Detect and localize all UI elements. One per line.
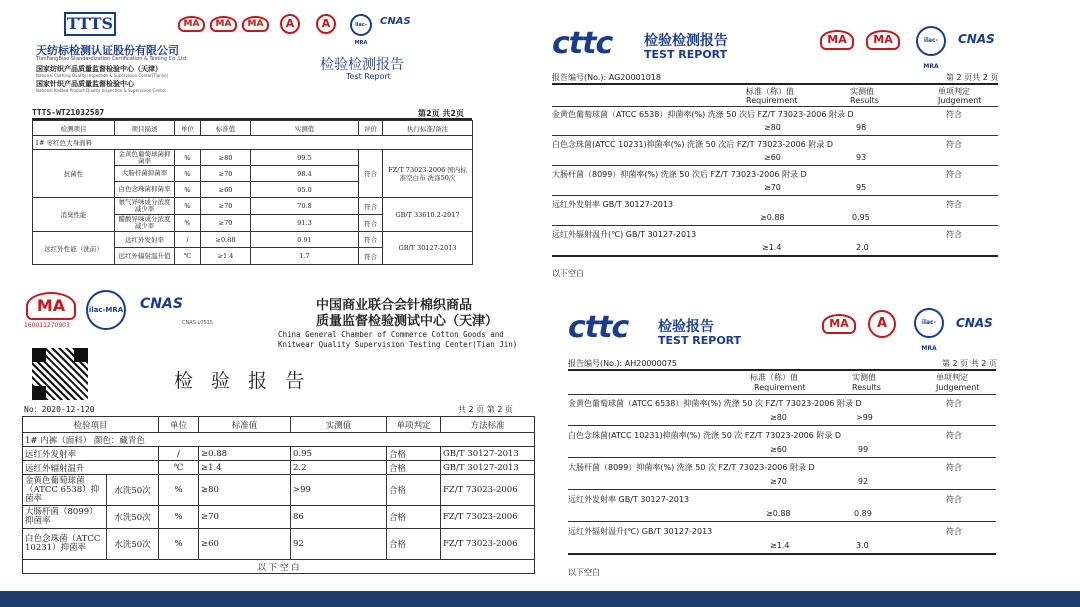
center2-en: National Knitted Product Quality Inspection & Supervision Center xyxy=(36,88,167,93)
row-item: 远红外发射率 xyxy=(23,447,159,461)
report-number: No：2020-12-120 xyxy=(24,405,95,414)
row-judge: 符合 xyxy=(946,463,962,472)
row-note: GB/T 33610.2-2017 xyxy=(383,198,473,232)
row-unit: % xyxy=(175,182,201,198)
header-std: 标准（称）值 xyxy=(746,87,794,96)
th-judge: 单项判定 xyxy=(387,417,441,433)
cttc-logo: cttc xyxy=(568,310,629,345)
row-std: ≥70 xyxy=(764,183,781,192)
divider xyxy=(552,255,998,257)
row-unit: % xyxy=(159,506,199,529)
report-cttc-1 xyxy=(548,22,1026,284)
cttc-logo: cttc xyxy=(552,26,613,61)
row-item: 远红外辐射温升 xyxy=(23,461,159,475)
page-indicator: 第2页 共2页 xyxy=(418,109,464,118)
row-item: 远红外发射率 GB/T 30127-2013 xyxy=(552,200,674,209)
test-table xyxy=(22,416,535,574)
report-title-cn: 检验报告 xyxy=(658,319,714,335)
report-title-cn: 检验检测报告 xyxy=(644,33,728,49)
row-unit: % xyxy=(175,215,201,232)
divider xyxy=(568,369,996,371)
header-judge: 单项判定 xyxy=(936,373,968,382)
row-std: ≥60 xyxy=(201,182,251,198)
row-std: ≥80 xyxy=(199,475,291,506)
row-std: ≥80 xyxy=(764,123,781,132)
qr-code xyxy=(32,348,88,400)
center1-cn: 国家纺织产品质量监督检验中心（天津） xyxy=(36,65,162,73)
section-label: 1# 内裤（面料） 颜色：藏青色 xyxy=(23,433,535,447)
row-method: FZ/T 73023-2006 xyxy=(441,529,535,560)
row-method: FZ/T 73023-2006 xyxy=(441,506,535,529)
cal-a-icon: A xyxy=(280,14,300,34)
row-item: 远红外辐射温升(℃) GB/T 30127-2013 xyxy=(568,527,713,536)
header-result-en: Results xyxy=(852,383,881,392)
row-unit: / xyxy=(159,447,199,461)
row-val: 70.8 xyxy=(251,198,359,215)
row-judge: 符合 xyxy=(946,527,962,536)
header-result-en: Results xyxy=(850,96,879,105)
row-std: ≥1.4 xyxy=(201,248,251,265)
th-std: 标准值 xyxy=(201,121,251,136)
row-std: ≥0.88 xyxy=(199,447,291,461)
row-item: 白色念珠菌（ATCC 10231）抑菌率 xyxy=(23,529,107,560)
row-desc: 醋酸异味成分浓度减少率 xyxy=(115,215,175,232)
row-method: GB/T 30127-2013 xyxy=(441,447,535,461)
row-method: FZ/T 73023-2006 xyxy=(441,475,535,506)
divider xyxy=(552,195,998,196)
row-judge: 符合 xyxy=(946,495,962,504)
row-item: 大肠杆菌（8099）抑菌率(%) 洗涤 50 次 FZ/T 73023-2006 附录 D xyxy=(568,463,815,472)
th-method: 方法标准 xyxy=(441,417,535,433)
header-result: 实测值 xyxy=(850,87,874,96)
row-note: GB/T 30127-2013 xyxy=(383,232,473,265)
header-result: 实测值 xyxy=(852,373,876,382)
ma-icon: MA xyxy=(242,16,269,32)
row-std: ≥80 xyxy=(201,150,251,166)
ilac-mra-icon: ilac-MRA xyxy=(350,14,372,36)
report-title-en: TEST REPORT xyxy=(644,48,728,61)
row-judge: 合格 xyxy=(387,529,441,560)
row-desc: 金黄色葡萄球菌抑菌率 xyxy=(115,150,175,166)
row-val: 3.0 xyxy=(856,541,869,550)
ma-icon: MA xyxy=(178,16,205,32)
ttts-logo: TTTS xyxy=(64,12,116,36)
footer-bar xyxy=(0,591,1080,607)
cal-a-icon: A xyxy=(868,310,896,338)
divider xyxy=(552,165,998,166)
row-judge: 符合 xyxy=(946,140,962,149)
header-std-en: Requirement xyxy=(746,96,798,105)
row-val: 95.0 xyxy=(251,182,359,198)
divider xyxy=(552,83,998,85)
page-indicator: 第 2 页共 2 页 xyxy=(946,73,999,82)
row-val: 92 xyxy=(858,477,869,486)
divider xyxy=(568,394,996,395)
ma-icon: MA xyxy=(820,30,854,50)
ma-icon: MA xyxy=(26,292,76,320)
header-std-en: Requirement xyxy=(754,383,806,392)
row-unit: % xyxy=(159,529,199,560)
report-title: 检 验 报 告 xyxy=(174,370,311,392)
row-judge: 合格 xyxy=(387,475,441,506)
cnas-icon: CNAS xyxy=(140,296,183,312)
report-title-en: Test Report xyxy=(346,72,391,81)
th-item: 检测项目 xyxy=(33,121,115,136)
center-name-1: 中国商业联合会针棉织商品 xyxy=(316,298,473,313)
row-unit: % xyxy=(175,198,201,215)
blank-note: 以下空白 xyxy=(568,568,600,577)
report-number: 报告编号(No.): AG20001018 xyxy=(552,73,662,82)
divider xyxy=(552,106,998,107)
th-val: 实测值 xyxy=(251,121,359,136)
row-judge: 符合 xyxy=(946,431,962,440)
row-val: 98.4 xyxy=(251,166,359,182)
center-name-2: 质量监督检验测试中心（天津） xyxy=(316,314,499,329)
row-item: 大肠杆菌（8099）抑菌率(%) 洗涤 50 次后 FZ/T 73023-2006 附录 D xyxy=(552,170,807,179)
report-cgcc xyxy=(18,284,540,590)
row-std: ≥0.88 xyxy=(760,213,785,222)
row-item: 金黄色葡萄球菌（ATCC 6538）抑菌率 xyxy=(23,475,107,506)
row-unit: % xyxy=(175,150,201,166)
row-val: 0.91 xyxy=(251,232,359,248)
row-unit: % xyxy=(175,166,201,182)
row-val: 98 xyxy=(856,123,867,132)
row-std: ≥0.88 xyxy=(201,232,251,248)
divider xyxy=(568,457,996,458)
row-desc: 远红外辐射温升值 xyxy=(115,248,175,265)
row-item: 远红外发射率 GB/T 30127-2013 xyxy=(568,495,690,504)
group-label: 消臭性能 xyxy=(33,198,115,232)
row-val: >99 xyxy=(856,413,873,422)
report-title-cn: 检验检测报告 xyxy=(320,57,404,73)
page-indicator: 第 2 页 共 2 页 xyxy=(942,359,997,368)
row-std: ≥70 xyxy=(201,166,251,182)
row-item: 金黄色葡萄球菌（ATCC 6538）抑菌率(%) 洗涤 50 次 FZ/T 73023-2006 附录 D xyxy=(568,399,862,408)
group-label: 抗菌性 xyxy=(33,150,115,198)
group-label: 远红外性能（洗前） xyxy=(33,232,115,265)
row-val: 0.95 xyxy=(291,447,387,461)
row-judge: 符合 xyxy=(946,230,962,239)
row-judge: 符合 xyxy=(946,200,962,209)
row-judge: 合格 xyxy=(387,461,441,475)
report-cttc-2 xyxy=(564,306,1026,588)
section-label: 1# 枣红色大身面料 xyxy=(33,136,473,150)
row-judge: 合格 xyxy=(387,447,441,461)
ilac-mra-icon: ilac-MRA xyxy=(914,308,944,338)
row-eval: 符合 xyxy=(359,150,383,198)
cnas-number: CNAS L0515 xyxy=(182,320,213,326)
divider xyxy=(552,135,998,136)
row-std: ≥1.4 xyxy=(199,461,291,475)
org-name-en: TianFangBiao Standardization Certification & Testing Co.,Ltd. xyxy=(36,56,188,62)
report-number: TTTS-WT21032587 xyxy=(32,108,105,117)
row-item: 远红外辐射温升(℃) GB/T 30127-2013 xyxy=(552,230,697,239)
row-judge: 符合 xyxy=(946,110,962,119)
row-val: 99.5 xyxy=(251,150,359,166)
center2-cn: 国家针织产品质量监督检验中心 xyxy=(36,80,134,88)
page-indicator: 共 2 页 第 2 页 xyxy=(458,405,513,414)
row-std: ≥70 xyxy=(201,198,251,215)
divider xyxy=(568,425,996,426)
th-std: 标准值 xyxy=(199,417,291,433)
row-desc: 大肠杆菌抑菌率 xyxy=(115,166,175,182)
row-judge: 符合 xyxy=(946,399,962,408)
divider xyxy=(552,225,998,226)
blank-note: 以下空白 xyxy=(552,269,584,278)
row-val: 91.3 xyxy=(251,215,359,232)
row-std: ≥80 xyxy=(770,413,787,422)
row-val: 0.89 xyxy=(854,509,872,518)
row-val: 1.7 xyxy=(251,248,359,265)
row-unit: % xyxy=(159,475,199,506)
divider xyxy=(568,521,996,522)
row-method: GB/T 30127-2013 xyxy=(441,461,535,475)
divider xyxy=(568,489,996,490)
th-val: 实测值 xyxy=(291,417,387,433)
row-judge: 符合 xyxy=(946,170,962,179)
row-eval: 符合 xyxy=(359,232,383,248)
row-desc: 远红外发射率 xyxy=(115,232,175,248)
row-cond: 水洗50次 xyxy=(107,506,159,529)
row-val: 0.95 xyxy=(852,213,870,222)
cnas-icon: CNAS xyxy=(958,32,995,46)
cnas-icon: CNAS xyxy=(380,16,411,27)
row-desc: 白色念珠菌抑菌率 xyxy=(115,182,175,198)
row-item: 白色念珠菌(ATCC 10231)抑菌率(%) 洗涤 50 次后 FZ/T 73023-2006 附录 D xyxy=(552,140,834,149)
row-eval: 符合 xyxy=(359,248,383,265)
row-std: ≥1.4 xyxy=(762,243,782,252)
ma-icon: MA xyxy=(866,30,900,50)
row-std: ≥60 xyxy=(199,529,291,560)
th-note: 执行标准/备注 xyxy=(383,121,473,136)
row-item: 白色念珠菌(ATCC 10231)抑菌率(%) 洗涤 50 次 FZ/T 73023-2006 附录 D xyxy=(568,431,842,440)
cnas-icon: CNAS xyxy=(956,316,993,330)
row-std: ≥70 xyxy=(770,477,787,486)
row-note: FZ/T 73023-2006 国内标准空白布 洗涤50次 xyxy=(383,150,473,198)
row-val: 93 xyxy=(856,153,867,162)
center-name-en-1: China General Chamber of Commerce Cotton Goods and xyxy=(278,330,504,339)
org-name-cn: 天纺标检测认证股份有限公司 xyxy=(36,44,179,57)
row-unit: / xyxy=(175,232,201,248)
row-desc: 氨气异味成分浓度减少率 xyxy=(115,198,175,215)
row-std: ≥60 xyxy=(770,445,787,454)
row-val: 2.0 xyxy=(856,243,869,252)
row-val: 92 xyxy=(291,529,387,560)
row-cond: 水洗50次 xyxy=(107,475,159,506)
row-val: 86 xyxy=(291,506,387,529)
th-unit: 单位 xyxy=(159,417,199,433)
report-number: 报告编号(No.): AH20000075 xyxy=(568,359,677,368)
ilac-mra-icon: ilac-MRA xyxy=(916,26,946,56)
test-table xyxy=(32,120,473,265)
cal-a-icon: A xyxy=(316,14,336,34)
center1-en: National Clothing Quality Inspection & Supervision Center(Tianjin) xyxy=(36,73,169,78)
row-val: 95 xyxy=(856,183,867,192)
row-std: ≥60 xyxy=(764,153,781,162)
header-judge: 单项判定 xyxy=(938,87,970,96)
ilac-mra-icon: ilac-MRA xyxy=(86,290,126,330)
report-title-en: TEST REPORT xyxy=(658,334,742,347)
row-item: 大肠杆菌（8099）抑菌率 xyxy=(23,506,107,529)
row-std: ≥0.88 xyxy=(766,509,791,518)
header-judge-en: Judgement xyxy=(936,383,980,392)
ma-icon: MA xyxy=(210,16,237,32)
row-eval: 符合 xyxy=(359,198,383,215)
ma-icon: MA xyxy=(822,314,856,334)
row-std: ≥70 xyxy=(199,506,291,529)
row-item: 金黄色葡萄球菌（ATCC 6538）抑菌率(%) 洗涤 50 次后 FZ/T 73023-2006 附录 D xyxy=(552,110,854,119)
th-eval: 评价 xyxy=(359,121,383,136)
th-desc: 项目描述 xyxy=(115,121,175,136)
row-val: >99 xyxy=(291,475,387,506)
row-judge: 合格 xyxy=(387,506,441,529)
header-judge-en: Judgement xyxy=(938,96,982,105)
divider xyxy=(568,553,996,555)
row-std: ≥1.4 xyxy=(770,541,790,550)
blank-note: 以 下 空 白 xyxy=(23,560,535,574)
center-name-en-2: Knitwear Quality Supervision Testing Center(Tian Jin) xyxy=(278,340,518,349)
th-unit: 单位 xyxy=(175,121,201,136)
row-std: ≥70 xyxy=(201,215,251,232)
report-ttts xyxy=(28,6,488,276)
row-unit: ℃ xyxy=(159,461,199,475)
row-cond: 水洗50次 xyxy=(107,529,159,560)
row-eval: 符合 xyxy=(359,215,383,232)
row-unit: ℃ xyxy=(175,248,201,265)
ma-number: 160011270903 xyxy=(24,322,70,329)
header-std: 标准（称）值 xyxy=(750,373,798,382)
th-item: 检验项目 xyxy=(23,417,159,433)
row-val: 99 xyxy=(858,445,869,454)
row-val: 2.2 xyxy=(291,461,387,475)
